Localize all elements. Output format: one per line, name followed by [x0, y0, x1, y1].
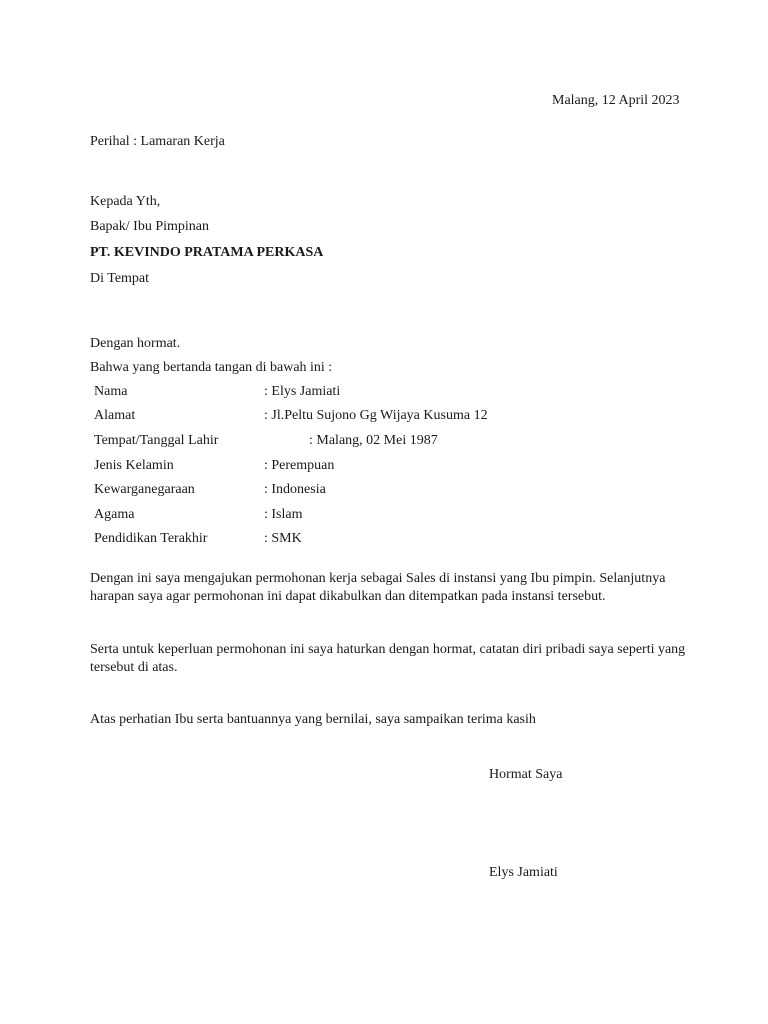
detail-label: Jenis Kelamin: [94, 458, 174, 473]
recipient-line1: Kepada Yth,: [90, 194, 161, 209]
intro-text: Bahwa yang bertanda tangan di bawah ini :: [90, 360, 333, 375]
greeting: Dengan hormat.: [90, 336, 181, 351]
letter-date: Malang, 12 April 2023: [552, 93, 680, 108]
detail-value: : Perempuan: [264, 458, 335, 473]
recipient-company: PT. KEVINDO PRATAMA PERKASA: [90, 245, 324, 260]
detail-label: Pendidikan Terakhir: [94, 531, 208, 546]
detail-label: Nama: [94, 384, 128, 399]
detail-label: Agama: [94, 507, 135, 522]
detail-label: Alamat: [94, 408, 136, 423]
detail-label: Tempat/Tanggal Lahir: [94, 433, 219, 448]
recipient-line2: Bapak/ Ibu Pimpinan: [90, 219, 209, 234]
detail-value: : Jl.Peltu Sujono Gg Wijaya Kusuma 12: [264, 408, 488, 423]
signature-name: Elys Jamiati: [489, 865, 558, 880]
body-paragraph-2: Serta untuk keperluan permohonan ini saya haturkan dengan hormat, catatan diri pribadi saya seperti yang tersebut di atas.: [90, 642, 686, 675]
detail-label: Kewarganegaraan: [94, 482, 195, 497]
recipient-place: Di Tempat: [90, 271, 150, 286]
detail-value: : Indonesia: [264, 482, 326, 497]
detail-value: : Malang, 02 Mei 1987: [309, 433, 438, 448]
body-paragraph-1: Dengan ini saya mengajukan permohonan kerja sebagai Sales di instansi yang Ibu pimpin. Selanjutnya harapan saya agar permohonan ini dapat dikabulkan dan ditempatkan pada instansi tersebut.: [90, 571, 666, 604]
detail-value: : Islam: [264, 507, 303, 522]
detail-value: : Elys Jamiati: [264, 384, 341, 399]
closing-paragraph: Atas perhatian Ibu serta bantuannya yang bernilai, saya sampaikan terima kasih: [90, 712, 536, 727]
letter-subject: Perihal : Lamaran Kerja: [90, 134, 225, 149]
detail-value: : SMK: [264, 531, 302, 546]
signoff: Hormat Saya: [489, 767, 563, 782]
